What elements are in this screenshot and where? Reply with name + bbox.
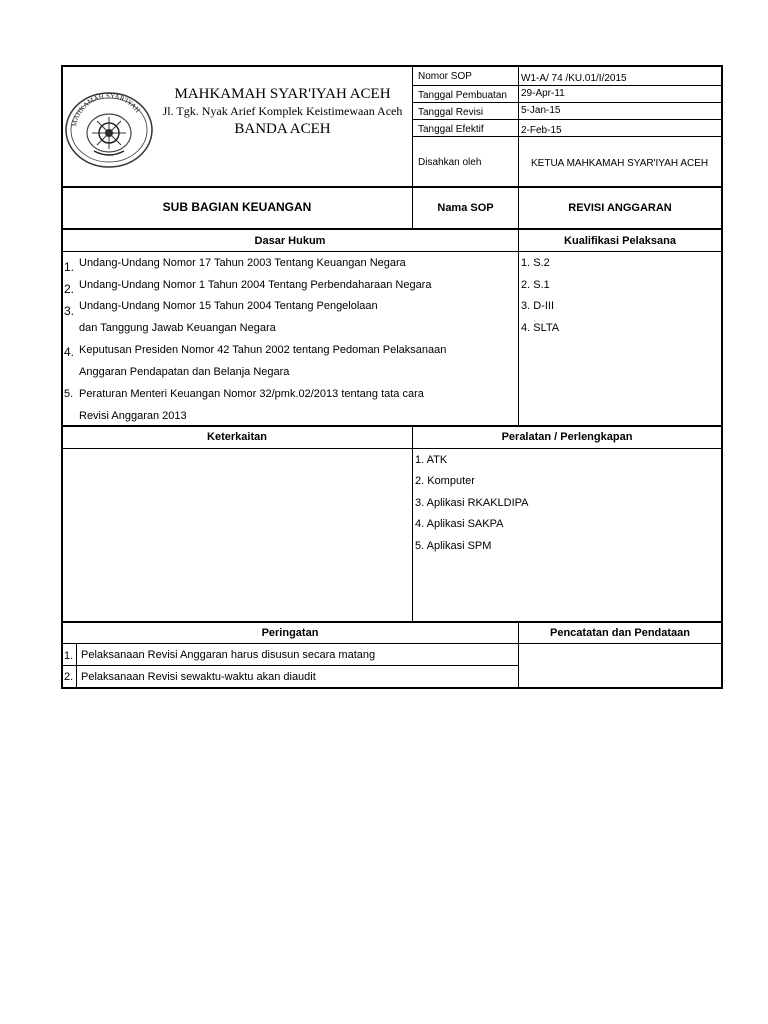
- org-name: MAHKAMAH SYAR'IYAH ACEH: [174, 86, 391, 102]
- seal-text: MAHKAMAH SYAR'IYAH: [70, 91, 142, 128]
- peringatan-text: Pelaksanaan Revisi Anggaran harus disusun secara matang: [81, 649, 376, 661]
- meta-label-disahkan: Disahkan oleh: [418, 157, 482, 168]
- seal-logo: [64, 91, 154, 169]
- dasar-hukum-num: 5.: [64, 388, 74, 400]
- meta-label-revisi: Tanggal Revisi: [418, 107, 484, 118]
- dasar-hukum-num: 4.: [64, 345, 75, 359]
- peringatan-title: Peringatan: [261, 627, 319, 639]
- peralatan-title: Peralatan / Perlengkapan: [501, 431, 633, 443]
- peralatan-item: 3. Aplikasi RKAKLDIPA: [415, 497, 529, 509]
- kualifikasi-item: 3. D-III: [521, 300, 555, 312]
- dasar-hukum-line: dan Tanggung Jawab Keuangan Negara: [79, 322, 276, 334]
- peralatan-item: 4. Aplikasi SAKPA: [415, 518, 504, 530]
- peralatan-item: 2. Komputer: [415, 475, 475, 487]
- org-city: BANDA ACEH: [234, 121, 331, 137]
- unit-name: SUB BAGIAN KEUANGAN: [162, 200, 312, 214]
- kualifikasi-item: 1. S.2: [521, 257, 550, 269]
- kualifikasi-title: Kualifikasi Pelaksana: [564, 235, 676, 247]
- meta-value-revisi: 5-Jan-15: [521, 105, 561, 116]
- kualifikasi-item: 4. SLTA: [521, 322, 560, 334]
- meta-label-pembuatan: Tanggal Pembuatan: [418, 90, 507, 101]
- sop-label: Nama SOP: [437, 202, 494, 214]
- meta-value-efektif: 2-Feb-15: [521, 125, 562, 136]
- svg-text:MAHKAMAH SYAR'IYAH: [70, 92, 141, 127]
- dasar-hukum-line: Undang-Undang Nomor 15 Tahun 2004 Tentang Pengelolaan: [79, 300, 378, 312]
- peralatan-item: 5. Aplikasi SPM: [415, 540, 492, 552]
- peringatan-num: 1.: [64, 650, 74, 662]
- peralatan-item: 1. ATK: [415, 454, 448, 466]
- pencatatan-title: Pencatatan dan Pendataan: [550, 627, 690, 639]
- peringatan-text: Pelaksanaan Revisi sewaktu-waktu akan diaudit: [81, 671, 316, 683]
- dasar-hukum-num: 2.: [64, 282, 75, 296]
- dasar-hukum-line: Anggaran Pendapatan dan Belanja Negara: [79, 366, 290, 378]
- keterkaitan-title: Keterkaitan: [207, 431, 267, 443]
- dasar-hukum-title: Dasar Hukum: [254, 235, 326, 247]
- peringatan-num: 2.: [64, 671, 74, 683]
- meta-label-efektif: Tanggal Efektif: [418, 124, 484, 135]
- dasar-hukum-line: Keputusan Presiden Nomor 42 Tahun 2002 tentang Pedoman Pelaksanaan: [79, 344, 447, 356]
- sop-name: REVISI ANGGARAN: [568, 202, 672, 214]
- dasar-hukum-num: 3.: [64, 304, 75, 318]
- meta-label-nomor: Nomor SOP: [418, 71, 472, 82]
- org-address: Jl. Tgk. Nyak Arief Komplek Keistimewaan Aceh: [162, 104, 403, 118]
- meta-value-nomor: W1-A/ 74 /KU.01/I/2015: [521, 73, 627, 84]
- dasar-hukum-line: Peraturan Menteri Keuangan Nomor 32/pmk.02/2013 tentang tata cara: [79, 388, 424, 400]
- dasar-hukum-num: 1.: [64, 260, 75, 274]
- meta-value-disahkan: KETUA MAHKAMAH SYAR'IYAH ACEH: [531, 158, 709, 169]
- dasar-hukum-line: Revisi Anggaran 2013: [79, 410, 187, 422]
- dasar-hukum-line: Undang-Undang Nomor 1 Tahun 2004 Tentang Perbendaharaan Negara: [79, 279, 432, 291]
- meta-value-pembuatan: 29-Apr-11: [521, 88, 565, 99]
- kualifikasi-item: 2. S.1: [521, 279, 550, 291]
- dasar-hukum-line: Undang-Undang Nomor 17 Tahun 2003 Tentang Keuangan Negara: [79, 257, 406, 269]
